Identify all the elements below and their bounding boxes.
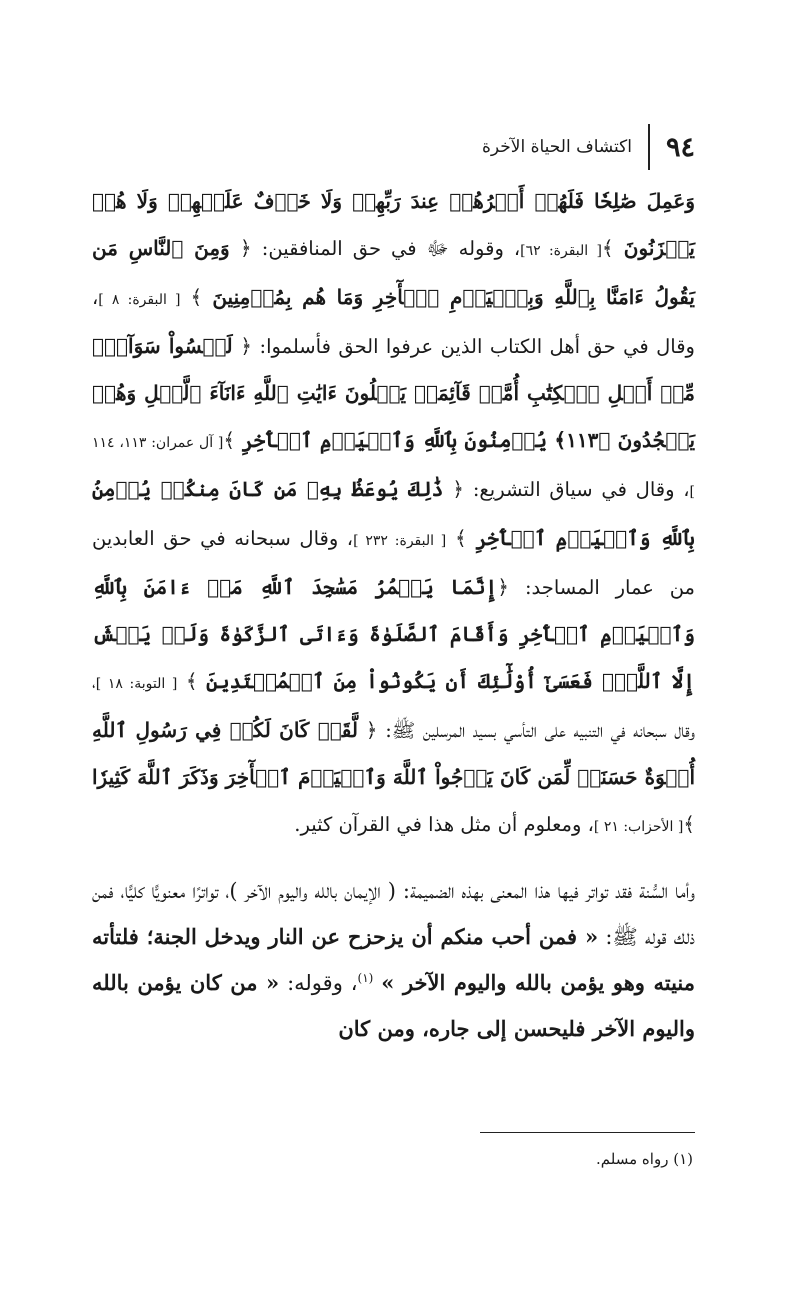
page-number: ٩٤	[665, 131, 695, 163]
closing-bracket: ﴾	[601, 236, 624, 260]
hadith-quote: « من كان يؤمن بالله واليوم الآخر فليحسن إلى جاره، ومن كان	[92, 970, 695, 1041]
hadith-quote: « فمن أحب منكم أن يزحزح عن النار ويدخل الجنة؛ فلتأته منيته وهو يؤمن بالله واليوم الآخر »	[92, 924, 695, 995]
closing-bracket: ﴾	[223, 428, 242, 452]
footnote: (١) رواه مسلم.	[596, 1150, 693, 1168]
verse-reference: [ البقرة: ٦٢]	[520, 243, 602, 259]
quran-verse: ذَٰلِكَ يُوعَظُ بِهِۦ مَن كَانَ مِنكُمۡ يُؤۡمِنُ بِٱللَّهِ وَٱلۡيَوۡمِ ٱلۡأٓخِرِ	[92, 477, 695, 550]
header-divider	[648, 124, 650, 170]
quran-verse: وَعَمِلَ صَٰلِحٗا فَلَهُمۡ أَجۡرُهُمۡ عِندَ رَبِّهِمۡ وَلَا خَوۡفٌ عَلَيۡهِمۡ وَلَا هُمۡ يَحۡزَنُونَ	[92, 189, 695, 260]
verse-reference: [ البقرة: ٢٣٢ ]	[353, 533, 447, 549]
verse-reference: [ الأحزاب: ٢١ ]	[593, 819, 684, 835]
verse-reference: [ آل عمران: ١١٣، ١١٤ ]	[92, 435, 696, 500]
quran-verse: لَيۡسُواْ سَوَآءٗۗ مِّنۡ أَهۡلِ ٱلۡكِتَٰبِ أُمَّةٞ قَآئِمَةٞ يَتۡلُونَ ءَايَٰتِ ٱللَّهِ ءَانَآءَ ٱلَّيۡلِ وَهُمۡ يَسۡجُدُونَ ﴿١١٣﴾ يُؤۡمِنُونَ بِٱللَّهِ وَٱلۡيَوۡمِ ٱلۡأٓخِرِ	[92, 334, 696, 452]
quran-verse: إِنَّمَا يَعۡمُرُ مَسَٰجِدَ ٱللَّهِ مَنۡ ءَامَنَ بِٱللَّهِ وَٱلۡيَوۡمِ ٱلۡأٓخِرِ وَأَقَامَ ٱلصَّلَوٰةَ وَءَاتَى ٱلزَّكَوٰةَ وَلَمۡ يَخۡشَ إِلَّا ٱللَّهَۖ فَعَسَىٰٓ أُوْلَٰٓئِكَ أَن يَكُونُواْ مِنَ ٱلۡمُهۡتَدِينَ	[92, 575, 696, 693]
opening-bracket: ﴿	[358, 718, 386, 742]
closing-bracket: ﴾	[446, 526, 476, 550]
body-text: ، وقال سبحانه في التنبيه على التأسي بسيد المرسلين ﷺ:	[92, 670, 696, 742]
verse-reference: [ البقرة: ٨ ]	[98, 292, 181, 308]
running-title: اكتشاف الحياة الآخرة	[481, 137, 632, 157]
closing-bracket: ﴾	[683, 812, 695, 836]
opening-bracket: ﴿	[443, 477, 473, 501]
closing-bracket: ﴾	[177, 669, 207, 693]
verse-reference: [ التوبة: ١٨ ]	[95, 676, 178, 692]
page-header	[482, 124, 695, 170]
opening-bracket: ﴿	[232, 334, 260, 358]
paragraph-1	[92, 178, 695, 850]
body-text: ، ومعلوم أن مثل هذا في القرآن كثير.	[294, 813, 594, 836]
body-text: ، وقال في سياق التشريع:	[472, 478, 690, 501]
body-text: وأما السُّنة فقد تواتر فيها هذا المعنى بهذه الضميمة: ( الإيمان بالله واليوم الآخر )، تواترًا معنويًّا كليًّا، فمن ذلك قوله ﷺ:	[92, 879, 695, 949]
body-text: ، وقوله ﷻ في حق المنافقين:	[261, 237, 521, 260]
footnote-divider	[480, 1132, 695, 1133]
footnote-marker: (١)	[357, 971, 374, 985]
quran-verse: لَّقَدۡ كَانَ لَكُمۡ فِي رَسُولِ ٱللَّهِ أُسۡوَةٌ حَسَنَةٞ لِّمَن كَانَ يَرۡجُواْ ٱللَّهَ وَٱلۡيَوۡمَ ٱلۡأٓخِرَ وَذَكَرَ ٱللَّهَ كَثِيرٗا	[92, 718, 695, 789]
body-text: ، وقال سبحانه في حق العابدين من عمار المساجد:	[92, 527, 695, 599]
opening-bracket: ﴿	[497, 575, 525, 599]
closing-bracket: ﴾	[180, 285, 213, 309]
opening-bracket: ﴿	[229, 236, 262, 260]
quran-verse: وَمِنَ ٱلنَّاسِ مَن يَقُولُ ءَامَنَّا بِٱللَّهِ وَبِٱلۡيَوۡمِ ٱلۡأٓخِرِ وَمَا هُم بِمُؤۡمِنِينَ	[92, 236, 695, 309]
paragraph-2	[92, 868, 695, 1052]
body-text: ، وقوله:	[287, 971, 358, 995]
body-text: ، وقال في حق أهل الكتاب الذين عرفوا الحق فأسلموا:	[92, 286, 695, 358]
